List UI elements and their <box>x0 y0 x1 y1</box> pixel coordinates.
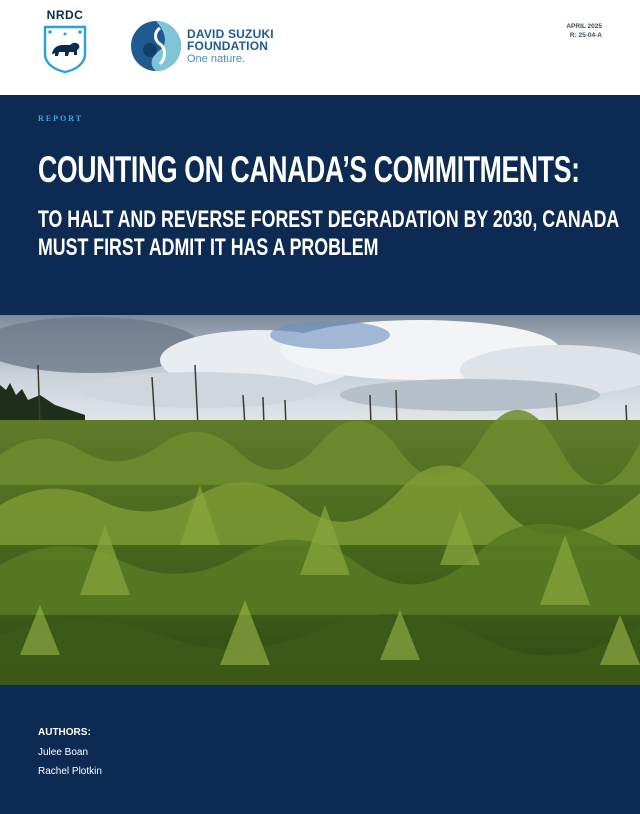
dsf-name-line1: DAVID SUZUKI <box>187 27 274 41</box>
report-meta <box>566 22 602 40</box>
polar-bear-shield-icon <box>42 24 88 74</box>
dsf-name <box>187 28 274 52</box>
report-title: COUNTING ON CANADA’S COMMITMENTS: <box>38 149 580 190</box>
author-name: Rachel Plotkin <box>38 766 102 777</box>
dsf-tagline: One nature. <box>187 53 246 65</box>
dsf-name-line2: FOUNDATION <box>187 39 269 53</box>
report-number: R: 25-04-A <box>569 32 602 39</box>
report-subtitle <box>38 206 619 262</box>
cover-photo-forest <box>0 315 640 685</box>
report-date: APRIL 2025 <box>566 23 602 30</box>
author-name: Julee Boan <box>38 747 89 758</box>
authors-label: AUTHORS: <box>38 727 91 738</box>
title-band <box>0 95 640 315</box>
dsf-emblem-icon <box>130 20 182 72</box>
forest-landscape-image <box>0 315 640 685</box>
authors-band <box>0 685 640 814</box>
nrdc-logo-text: NRDC <box>46 8 84 22</box>
page-header <box>0 0 640 95</box>
report-label: REPORT <box>38 114 84 123</box>
report-subtitle-line1: TO HALT AND REVERSE FOREST DEGRADATION BY 2030, CANADA <box>38 206 620 233</box>
report-subtitle-line2: MUST FIRST ADMIT IT HAS A PROBLEM <box>38 234 379 261</box>
nrdc-logo <box>40 8 90 74</box>
